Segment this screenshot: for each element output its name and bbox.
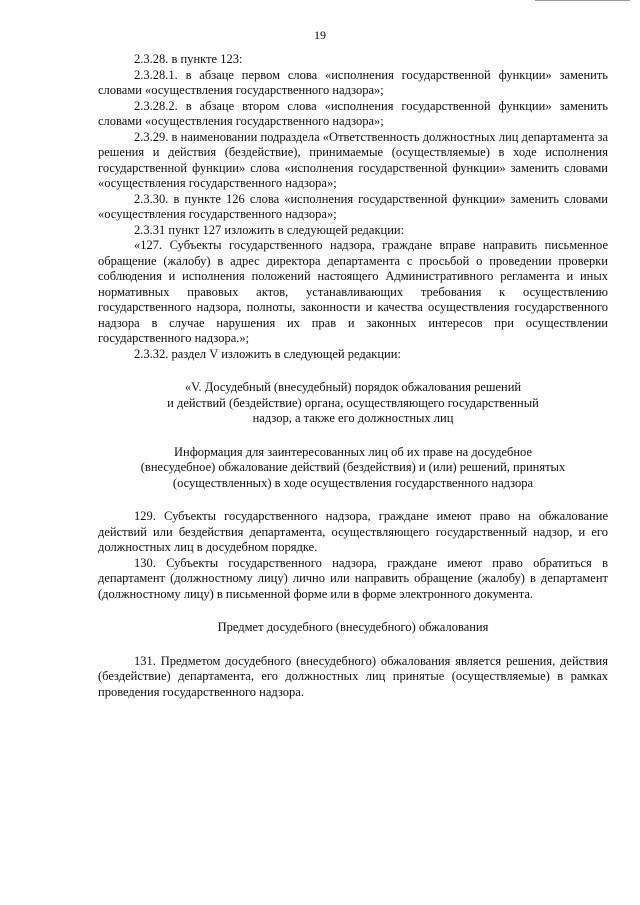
info-heading-line: (внесудебное) обжалование действий (бездействия) и (или) решений, принятых [140, 460, 566, 474]
subject-heading: Предмет досудебного (внесудебного) обжалования [217, 620, 489, 634]
document-body [98, 52, 608, 700]
section-heading-line: надзор, а также его должностных лиц [252, 411, 454, 425]
section-heading [98, 380, 608, 427]
paragraph-quoted-127: «127. Субъекты государственного надзора, граждане вправе направить письменное обращение (жалобу) в адрес директора департамента с просьбой о проведении проверки соблюдения и исполнения положений настоящего Административного регламента и иных нормативных правовых актов, устанавливающих требования к осуществлению государственного надзора, полноты, законности и качества осуществления государственного надзора в случае нарушения их прав и законных интересов при осуществлении государственного надзора.»; [98, 238, 608, 345]
paragraph-129: 129. Субъекты государственного надзора, граждане имеют право на обжалование действий или бездействия департамента, осуществляющего государственный надзор, и его должностных лиц в досудебном порядке. [98, 509, 608, 554]
info-heading-line: Информация для заинтересованных лиц об их праве на досудебное [173, 444, 532, 459]
paragraph: 2.3.32. раздел V изложить в следующей редакции: [134, 346, 401, 361]
paragraph: 2.3.28. в пункте 123: [134, 52, 243, 66]
paragraph-130: 130. Субъекты государственного надзора, граждане имеют право обратиться в департамент (должностному лицу) лично или направить обращение (жалобу) в департамент (должностному лицу) в письменной форме или в форме электронного документа. [98, 555, 608, 601]
paragraph-131: 131. Предметом досудебного (внесудебного) обжалования является решения, действия (бездействие) департамента, его должностных лиц принятые (осуществляемые) в рамках проведения государственного надзора. [98, 653, 608, 699]
section-heading-line: и действий (бездействие) органа, осуществляющего государственный [167, 395, 539, 410]
corner-scan-mark [535, 0, 630, 1]
paragraph: 2.3.28.2. в абзаце втором слова «исполнения государственной функции» заменить словами «осуществления государственного надзора»; [98, 98, 608, 128]
paragraph: 2.3.29. в наименовании подраздела «Ответственность должностных лиц департамента за решения и действия (бездействие), принимаемые (осуществляемые) в ходе исполнения государственной функции» слова «исполнения государственной функции» заменить словами «осуществления государственного надзора»; [98, 129, 608, 190]
paragraph: 2.3.31 пункт 127 изложить в следующей редакции: [134, 222, 405, 237]
section-heading-line: «V. Досудебный (внесудебный) порядок обжалования решений [184, 380, 522, 394]
page-number: 19 [314, 28, 326, 42]
paragraph: 2.3.28.1. в абзаце первом слова «исполнения государственной функции» заменить словами «осуществления государственного надзора»; [98, 67, 608, 97]
info-heading [98, 445, 608, 492]
info-heading-line: (осуществленных) в ходе осуществления государственного надзора [172, 475, 534, 490]
paragraph: 2.3.30. в пункте 126 слова «исполнения государственной функции» заменить словами «осуществления государственного надзора»; [98, 191, 608, 221]
